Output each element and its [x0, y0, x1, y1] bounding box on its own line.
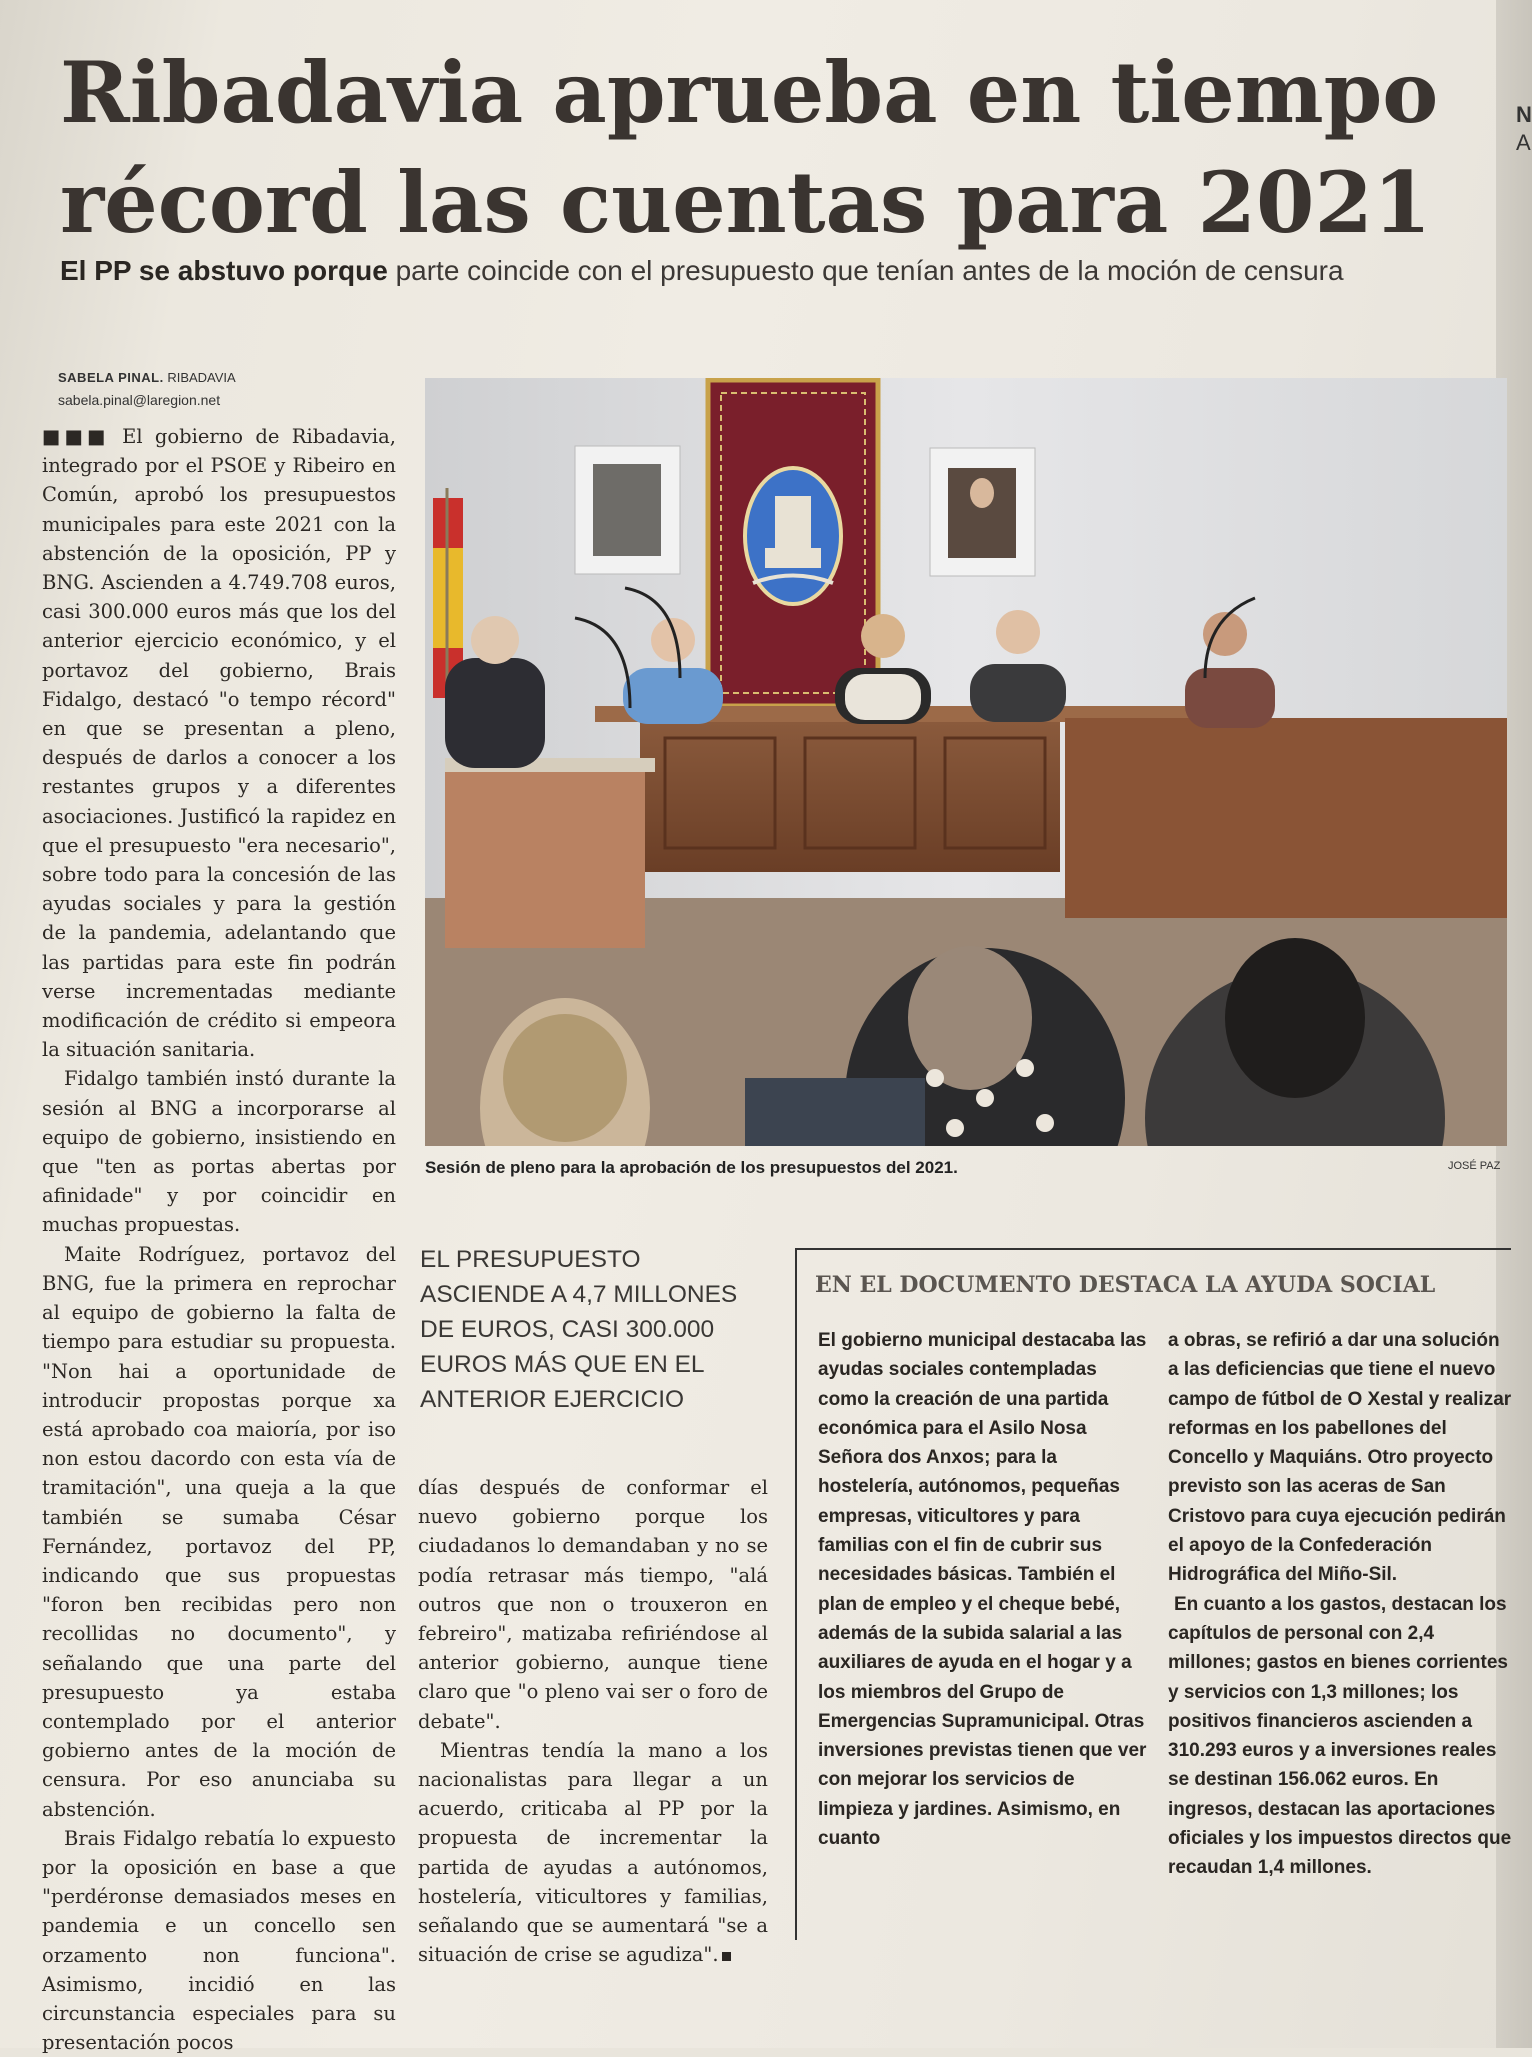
article-paragraph: días después de conformar el nuevo gobierno porque los ciudadanos lo demandaban y no se podía retrasar más tiempo, "alá outros que non o trouxeron en febreiro", matizaba refiriéndose al anterior gobierno, aunque tiene claro que "o pleno vai ser o foro de debate".: [418, 1476, 768, 1733]
sidebar-column-1: [818, 1326, 1148, 1853]
headline-line-2: récord las cuentas para 2021: [60, 153, 1432, 252]
photo-illustration: [425, 378, 1507, 1146]
author-email: sabela.pinal@laregion.net: [58, 392, 221, 408]
photo-caption: Sesión de pleno para la aprobación de los presupuestos del 2021.: [425, 1158, 958, 1177]
sidebar-paragraph: En cuanto a los gastos, destacan los capítulos de personal con 2,4 millones; gastos en bienes corrientes y servicios con 1,3 millones; los positivos financieros ascienden a 310.293 euros y a inversiones reales se destinan 156.062 euros. En ingresos, destacan las aportaciones oficiales y los impuestos directos que recaudan 1,4 millones.: [1168, 1593, 1512, 1879]
sidebar-paragraph: El gobierno municipal destacaba las ayudas sociales contempladas como la creación de una partida económica para el Asilo Nosa Señora dos Anxos; para la hostelería, autónomos, pequeñas empresas, viticultores y para familias con el fin de cubrir sus necesidades básicas. También el plan de empleo y el cheque bebé, además de la subida salarial a las auxiliares de ayuda en el hogar y a los miembros del Grupo de Emergencias Supramunicipal. Otras inversiones previstas tienen que ver con mejorar los servicios de limpieza y jardines. Asimismo, en cuanto: [818, 1330, 1147, 1850]
article-paragraph: Brais Fidalgo rebatía lo expuesto por la oposición en base a que "perdéronse demasiados meses en pandemia e un concello sen orzamento non funciona". Asimismo, incidió en las circunstancia especiales para su presentación pocos: [42, 1826, 396, 2055]
sidebar-paragraph: a obras, se refirió a dar una solución a las deficiencias que tiene el nuevo campo de fútbol de O Xestal y realizar reformas en los pabellones del Concello y Maquiáns. Otro proyecto previsto son las aceras de San Cristovo para cuya ejecución pedirán el apoyo de la Confederación Hidrográfica del Miño-Sil.: [1168, 1330, 1512, 1586]
edge-letter: N: [1516, 102, 1532, 127]
byline: [58, 370, 236, 385]
article-column-2: [418, 1473, 768, 1969]
headline-line-1: Ribadavia aprueba en tiempo: [60, 43, 1439, 142]
subheadline: [60, 255, 1490, 287]
pull-quote: EL PRESUPUESTO ASCIENDE A 4,7 MILLONES DE EUROS, CASI 300.000 EUROS MÁS QUE EN EL ANTERIOR EJERCICIO: [420, 1246, 738, 1413]
edge-letter: A: [1516, 130, 1531, 155]
sidebar-title: EN EL DOCUMENTO DESTACA LA AYUDA SOCIAL: [815, 1272, 1436, 1298]
headline: [60, 38, 1490, 258]
byline-author: SABELA PINAL.: [58, 370, 164, 385]
end-mark-icon: [722, 1952, 731, 1961]
lead-marker: ■■■: [42, 425, 110, 448]
article-column-1: [42, 422, 396, 2057]
article-paragraph: Mientras tendía la mano a los nacionalistas para llegar a un acuerdo, criticaba al PP por la propuesta de incrementar la partida de ayudas a autónomos, hostelería, viticultores y familias, señalando que se aumentará "se a situación de crise se agudiza".: [418, 1738, 768, 1967]
article-paragraph: ■■■ El gobierno de Ribadavia, integrado por el PSOE y Ribeiro en Común, aprobó los presupuestos municipales para este 2021 con la abstención de la oposición, PP y BNG. Ascienden a 4.749.708 euros, casi 300.000 euros más que los del anterior ejercicio económico, y el portavoz del gobierno, Brais Fidalgo, destacó "o tempo récord" en que se presentan a pleno, después de darlos a conocer a los restantes grupos y a diferentes asociaciones. Justificó la rapidez en que el presupuesto "era necesario", sobre todo para la concesión de las ayudas sociales y para la gestión de la pandemia, adelantando que las partidas para este fin podrán verse incrementadas mediante modificación de crédito si empeora la situación sanitaria.: [42, 425, 396, 1062]
article-paragraph: Fidalgo también instó durante la sesión al BNG a incorporarse al equipo de gobierno, insistiendo en que "ten as portas abertas por afinidade" y por coincidir en muchas propuestas.: [42, 1067, 396, 1237]
photo-credit: JOSÉ PAZ: [1448, 1160, 1501, 1172]
sidebar-column-2: [1168, 1326, 1513, 1883]
subhead-rest: parte coincide con el presupuesto que tenían antes de la moción de censura: [387, 255, 1344, 286]
byline-place: RIBADAVIA: [163, 370, 236, 385]
subhead-bold: El PP se abstuvo porque: [60, 255, 388, 286]
council-session-photo: [425, 378, 1507, 1146]
article-paragraph: Maite Rodríguez, portavoz del BNG, fue la primera en reprochar al equipo de gobierno la falta de tiempo para estudiar su propuesta. "Non hai a oportunidade de introducir propostas porque xa está aprobado coa maioría, por iso non estou dacordo con esta vía de tramitación", una queja a la que también se sumaba César Fernández, portavoz del PP, indicando que sus propuestas "foron ben recibidas pero non recollidas no documento", y señalando que una parte del presupuesto ya estaba contemplado por el anterior gobierno antes de la moción de censura. Por eso anunciaba su abstención.: [42, 1242, 396, 1821]
